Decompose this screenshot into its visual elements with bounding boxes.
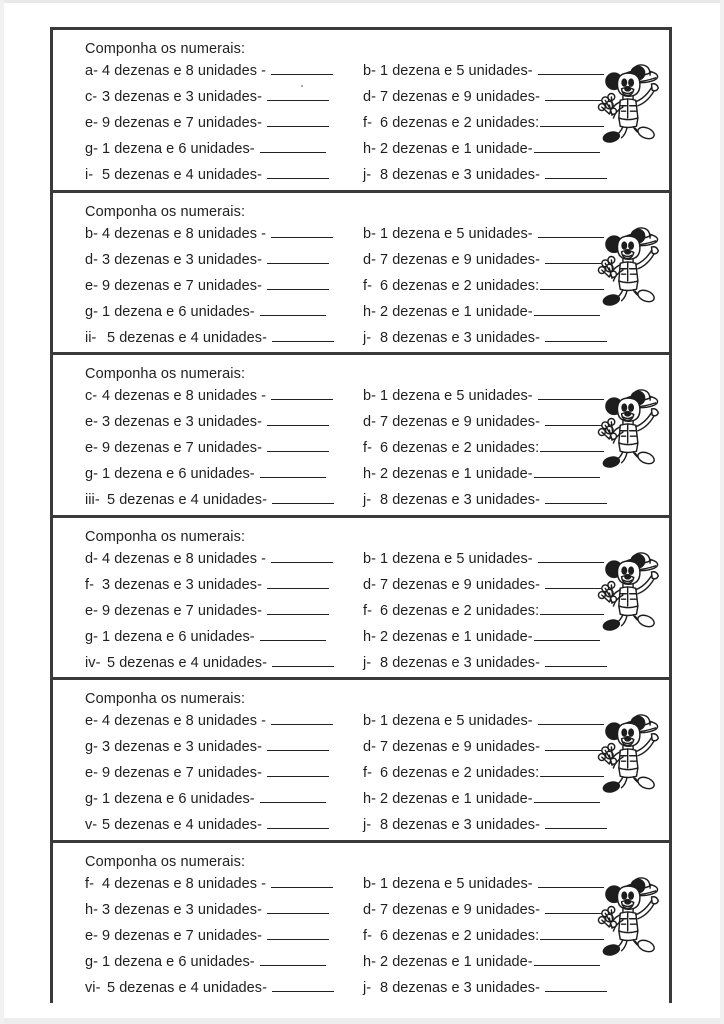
question-row-right-4[interactable] [363,302,603,328]
answer-blank[interactable] [267,87,329,101]
question-label: c- [85,89,98,105]
answer-blank[interactable] [534,952,600,966]
left-question-column [85,549,385,679]
mickey-mouse-with-flowers-and-straw-hat-icon [593,221,661,307]
question-text: 2 dezenas e 1 unidade- [380,953,533,970]
answer-blank[interactable] [534,139,600,153]
question-label: ii- [85,329,97,346]
answer-blank[interactable] [267,276,329,290]
question-row-right-4[interactable] [363,139,603,165]
question-label: f- [363,277,372,294]
question-row-right-5[interactable] [363,815,603,841]
question-label: b- [363,550,376,567]
question-columns [53,711,669,841]
question-row-right-2[interactable] [363,87,603,113]
question-text: 8 dezenas e 3 unidades- [380,492,540,509]
question-row-left-5[interactable] [85,653,385,679]
question-text: 5 dezenas e 4 unidades- [107,979,267,996]
question-row-left-1[interactable] [85,874,385,900]
question-text: 8 dezenas e 3 unidades- [380,979,540,996]
right-question-column [363,61,603,191]
worksheet-page [50,27,672,1003]
answer-blank[interactable] [271,874,333,888]
question-label: f- [363,115,372,131]
question-row-left-3[interactable] [85,763,385,789]
question-text: 6 dezenas e 2 unidades: [380,927,540,944]
question-row-right-1[interactable] [363,549,603,575]
question-label: h- [85,901,98,918]
question-label: h- [363,466,376,483]
question-row-left-4[interactable] [85,464,385,490]
question-row-left-5[interactable] [85,978,385,1004]
question-row-left-4[interactable] [85,627,385,653]
question-label: h- [363,303,376,320]
answer-blank[interactable] [271,711,333,725]
answer-blank[interactable] [267,165,329,179]
question-text: 1 dezena e 6 unidades- [102,953,255,970]
question-row-right-5[interactable] [363,328,603,354]
answer-blank[interactable] [534,789,600,803]
answer-blank[interactable] [260,302,326,316]
scan-edge-bottom [0,1018,724,1024]
question-row-right-5[interactable] [363,165,603,191]
question-label: e- [85,927,98,944]
question-row-left-3[interactable] [85,438,385,464]
left-question-column [85,386,385,516]
question-row-right-2[interactable] [363,250,603,276]
answer-blank[interactable] [272,490,334,504]
question-row-left-1[interactable] [85,224,385,250]
question-label: g- [85,953,98,970]
question-row-left-4[interactable] [85,952,385,978]
answer-blank[interactable] [271,386,333,400]
scan-edge-left [0,0,4,1024]
question-text: 1 dezena e 5 unidades- [380,875,533,892]
question-label: h- [363,791,376,808]
scan-edge-top [0,0,724,3]
block-heading: Componha os numerais: [85,366,246,383]
right-question-column [363,874,603,1004]
question-text: 3 dezenas e 3 unidades- [102,251,262,268]
question-row-left-2[interactable] [85,87,385,113]
block-heading: Componha os numerais: [85,853,246,870]
question-row-right-3[interactable] [363,926,603,952]
question-text: 2 dezenas e 1 unidade- [380,628,533,645]
question-label: e- [85,414,98,431]
question-row-left-1[interactable] [85,711,385,737]
question-text: 4 dezenas e 8 unidades - [102,550,267,567]
question-text: 4 dezenas e 8 unidades - [102,225,267,242]
answer-blank[interactable] [267,737,329,751]
question-text: 3 dezenas e 3 unidades- [102,739,262,756]
question-text: 6 dezenas e 2 unidades: [380,440,540,457]
block-heading: Componha os numerais: [85,528,246,545]
question-label: j- [363,979,372,996]
question-label: e- [85,765,98,782]
left-question-column [85,224,385,354]
answer-blank[interactable] [534,627,600,641]
question-row-left-3[interactable] [85,601,385,627]
answer-blank[interactable] [260,627,326,641]
mickey-mouse-with-flowers-and-straw-hat-icon [593,58,661,144]
question-text: 1 dezena e 5 unidades- [380,63,533,79]
question-row-left-2[interactable] [85,412,385,438]
answer-blank[interactable] [267,900,329,914]
question-row-right-1[interactable] [363,386,603,412]
question-label: g- [85,739,98,756]
mickey-mouse-with-flowers-and-straw-hat-icon [593,708,661,794]
question-label: d- [363,576,376,593]
answer-blank[interactable] [545,328,607,342]
question-text: 9 dezenas e 7 unidades- [102,927,262,944]
question-row-left-2[interactable] [85,737,385,763]
question-text: 1 dezena e 5 unidades- [380,713,533,730]
question-row-right-1[interactable] [363,61,603,87]
exercise-block-3 [53,355,669,518]
answer-blank[interactable] [267,113,329,127]
question-text: 5 dezenas e 4 unidades- [107,492,267,509]
mickey-mouse-with-flowers-and-straw-hat-icon [593,871,661,957]
answer-blank[interactable] [271,549,333,563]
question-label: v- [85,817,98,834]
question-text: 4 dezenas e 8 unidades - [102,388,267,405]
question-row-right-3[interactable] [363,438,603,464]
answer-blank[interactable] [545,165,607,179]
question-row-left-1[interactable] [85,386,385,412]
question-row-right-5[interactable] [363,978,603,1004]
question-row-right-3[interactable] [363,601,603,627]
question-row-left-2[interactable] [85,250,385,276]
question-text: 4 dezenas e 8 unidades - [102,875,267,892]
question-label: a- [85,63,98,79]
question-row-right-5[interactable] [363,653,603,679]
block-heading: Componha os numerais: [85,41,246,57]
question-label: j- [363,329,372,346]
question-label: d- [363,901,376,918]
question-text: 6 dezenas e 2 unidades: [380,765,540,782]
question-label: f- [85,576,94,593]
question-text: 1 dezena e 5 unidades- [380,225,533,242]
right-question-column [363,549,603,679]
question-label: vi- [85,979,101,996]
question-row-right-2[interactable] [363,575,603,601]
question-text: 1 dezena e 5 unidades- [380,388,533,405]
mickey-mouse-with-flowers-and-straw-hat-icon [593,546,661,632]
block-heading: Componha os numerais: [85,203,246,220]
question-text: 9 dezenas e 7 unidades- [102,115,262,131]
scan-speck [301,85,303,87]
question-text: 5 dezenas e 4 unidades- [107,329,267,346]
answer-blank[interactable] [260,952,326,966]
question-row-left-3[interactable] [85,113,385,139]
question-text: 1 dezena e 6 unidades- [102,466,255,483]
left-question-column [85,874,385,1004]
question-row-left-4[interactable] [85,789,385,815]
question-label: f- [363,765,372,782]
question-label: f- [363,602,372,619]
question-text: 5 dezenas e 4 unidades- [102,167,262,183]
question-row-left-5[interactable] [85,815,385,841]
question-text: 2 dezenas e 1 unidade- [380,141,533,157]
question-text: 8 dezenas e 3 unidades- [380,817,540,834]
question-row-right-2[interactable] [363,737,603,763]
question-label: iv- [85,654,101,671]
question-label: iii- [85,492,100,509]
question-text: 1 dezena e 6 unidades- [102,791,255,808]
answer-blank[interactable] [267,926,329,940]
question-text: 1 dezena e 6 unidades- [102,303,255,320]
question-label: b- [363,713,376,730]
question-row-right-1[interactable] [363,874,603,900]
question-label: g- [85,303,98,320]
answer-blank[interactable] [267,412,329,426]
question-row-right-1[interactable] [363,711,603,737]
question-row-right-3[interactable] [363,276,603,302]
answer-blank[interactable] [272,328,334,342]
question-row-right-5[interactable] [363,490,603,516]
question-text: 2 dezenas e 1 unidade- [380,466,533,483]
question-row-right-3[interactable] [363,113,603,139]
question-row-left-5[interactable] [85,328,385,354]
answer-blank[interactable] [267,815,329,829]
question-text: 5 dezenas e 4 unidades- [107,654,267,671]
question-label: e- [85,277,98,294]
question-label: g- [85,466,98,483]
question-label: e- [85,602,98,619]
question-label: h- [363,953,376,970]
question-text: 7 dezenas e 9 unidades- [380,901,540,918]
question-row-right-2[interactable] [363,900,603,926]
question-row-right-1[interactable] [363,224,603,250]
question-label: f- [85,875,94,892]
question-label: c- [85,388,98,405]
question-label: e- [85,713,98,730]
question-label: d- [363,89,376,105]
answer-blank[interactable] [267,250,329,264]
question-text: 1 dezena e 6 unidades- [102,141,255,157]
question-text: 3 dezenas e 3 unidades- [102,414,262,431]
block-heading: Componha os numerais: [85,691,246,708]
question-label: d- [85,550,98,567]
question-row-left-1[interactable] [85,549,385,575]
question-label: j- [363,817,372,834]
question-text: 6 dezenas e 2 unidades: [380,115,540,131]
question-text: 8 dezenas e 3 unidades- [380,167,540,183]
exercise-block-6 [53,843,669,1006]
scan-edge-right [720,0,724,1024]
question-columns [53,386,669,516]
question-text: 8 dezenas e 3 unidades- [380,654,540,671]
question-label: b- [363,875,376,892]
question-row-right-4[interactable] [363,627,603,653]
question-columns [53,874,669,1004]
question-columns [53,61,669,191]
question-text: 2 dezenas e 1 unidade- [380,791,533,808]
question-text: 2 dezenas e 1 unidade- [380,303,533,320]
answer-blank[interactable] [267,763,329,777]
answer-blank[interactable] [272,653,334,667]
question-label: i- [85,167,94,183]
right-question-column [363,224,603,354]
question-row-left-5[interactable] [85,490,385,516]
question-row-right-3[interactable] [363,763,603,789]
answer-blank[interactable] [267,601,329,615]
question-label: g- [85,141,98,157]
answer-blank[interactable] [260,789,326,803]
question-label: f- [363,440,372,457]
answer-blank[interactable] [260,139,326,153]
question-row-left-3[interactable] [85,276,385,302]
answer-blank[interactable] [272,978,334,992]
question-label: h- [363,628,376,645]
question-text: 7 dezenas e 9 unidades- [380,414,540,431]
question-row-right-4[interactable] [363,789,603,815]
question-label: d- [363,251,376,268]
question-row-right-4[interactable] [363,464,603,490]
question-text: 8 dezenas e 3 unidades- [380,329,540,346]
question-row-right-2[interactable] [363,412,603,438]
question-row-left-2[interactable] [85,575,385,601]
question-row-left-3[interactable] [85,926,385,952]
question-label: j- [363,167,372,183]
answer-blank[interactable] [271,224,333,238]
question-columns [53,224,669,354]
answer-blank[interactable] [534,464,600,478]
question-row-left-5[interactable] [85,165,385,191]
answer-blank[interactable] [545,978,607,992]
answer-blank[interactable] [545,490,607,504]
exercise-block-1 [53,30,669,193]
question-text: 9 dezenas e 7 unidades- [102,277,262,294]
question-label: b- [363,63,376,79]
answer-blank[interactable] [534,302,600,316]
left-question-column [85,711,385,841]
question-text: 1 dezena e 6 unidades- [102,628,255,645]
left-question-column [85,61,385,191]
answer-blank[interactable] [545,815,607,829]
question-text: 7 dezenas e 9 unidades- [380,576,540,593]
question-text: 7 dezenas e 9 unidades- [380,739,540,756]
question-label: b- [85,225,98,242]
exercise-block-2 [53,193,669,356]
question-text: 3 dezenas e 3 unidades- [102,89,262,105]
question-text: 6 dezenas e 2 unidades: [380,277,540,294]
question-row-left-4[interactable] [85,139,385,165]
question-label: j- [363,492,372,509]
question-row-left-4[interactable] [85,302,385,328]
question-text: 3 dezenas e 3 unidades- [102,576,262,593]
question-label: g- [85,628,98,645]
question-text: 4 dezenas e 8 unidades - [102,63,267,79]
answer-blank[interactable] [267,575,329,589]
question-text: 7 dezenas e 9 unidades- [380,89,540,105]
question-label: d- [85,251,98,268]
question-label: e- [85,115,98,131]
question-text: 9 dezenas e 7 unidades- [102,440,262,457]
question-text: 9 dezenas e 7 unidades- [102,602,262,619]
question-row-right-4[interactable] [363,952,603,978]
question-label: d- [363,414,376,431]
mickey-mouse-with-flowers-and-straw-hat-icon [593,383,661,469]
question-label: g- [85,791,98,808]
question-text: 6 dezenas e 2 unidades: [380,602,540,619]
exercise-block-4 [53,518,669,681]
question-label: b- [363,225,376,242]
question-label: h- [363,141,376,157]
exercise-block-5 [53,680,669,843]
question-label: b- [363,388,376,405]
question-row-left-2[interactable] [85,900,385,926]
question-text: 3 dezenas e 3 unidades- [102,901,262,918]
question-text: 7 dezenas e 9 unidades- [380,251,540,268]
right-question-column [363,386,603,516]
answer-blank[interactable] [267,438,329,452]
question-label: d- [363,739,376,756]
answer-blank[interactable] [260,464,326,478]
question-label: j- [363,654,372,671]
question-label: e- [85,440,98,457]
question-text: 5 dezenas e 4 unidades- [102,817,262,834]
answer-blank[interactable] [545,653,607,667]
question-label: f- [363,927,372,944]
question-text: 1 dezena e 5 unidades- [380,550,533,567]
right-question-column [363,711,603,841]
question-row-left-1[interactable] [85,61,385,87]
question-text: 4 dezenas e 8 unidades - [102,713,267,730]
question-text: 9 dezenas e 7 unidades- [102,765,262,782]
answer-blank[interactable] [271,61,333,75]
question-columns [53,549,669,679]
